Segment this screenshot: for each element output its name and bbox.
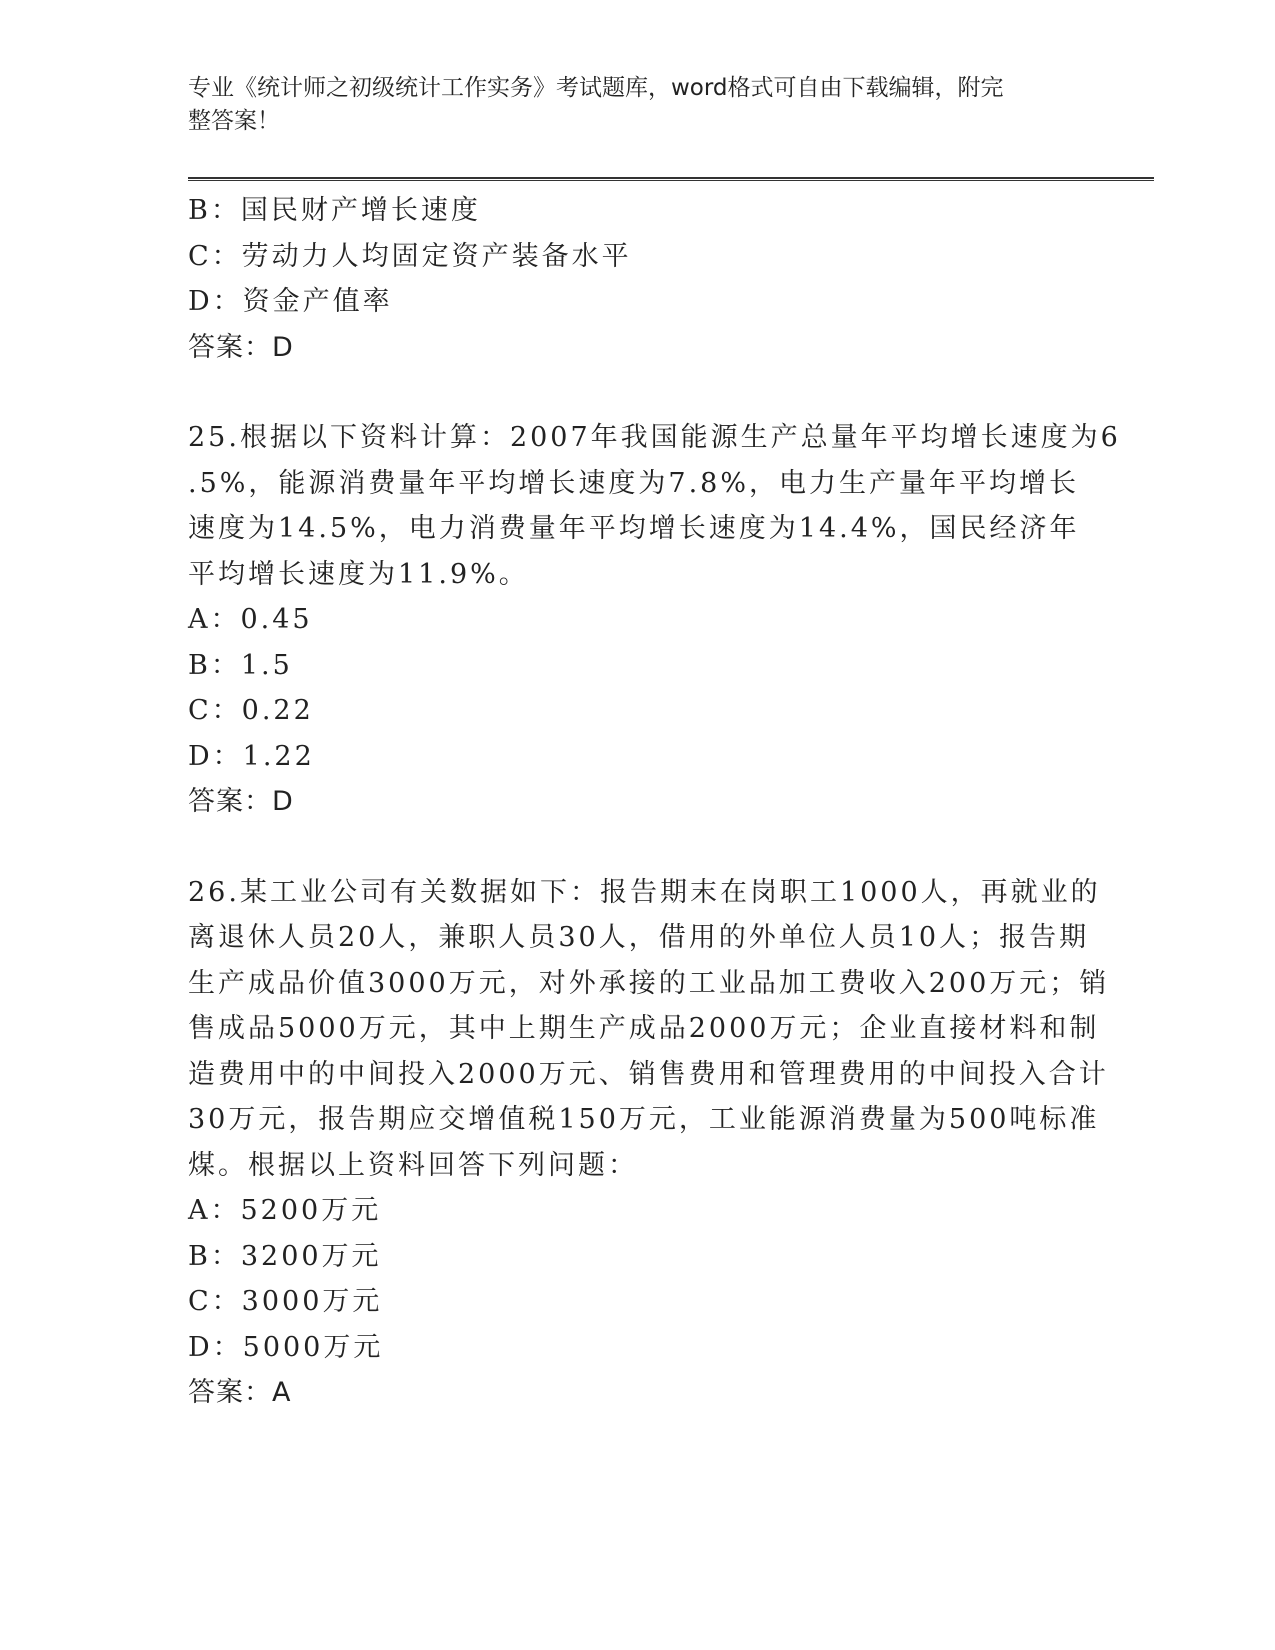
question-25: [188, 415, 1121, 825]
option-b: B：国民财产增长速度: [188, 195, 481, 226]
option-a: A：5200万元: [188, 1195, 382, 1226]
question-text-line: .5%，能源消费量年平均增长速度为7.8%，电力生产量年平均增长: [188, 467, 1080, 499]
header-line-2: 整答案！: [188, 108, 280, 134]
document-body: [188, 188, 1121, 1416]
answer: 答案：D: [188, 331, 294, 363]
question-26: [188, 870, 1110, 1416]
question-text-line: 速度为14.5%，电力消费量年平均增长速度为14.4%，国民经济年: [188, 513, 1080, 544]
question-text-line: 26.某工业公司有关数据如下：报告期末在岗职工1000人，再就业的: [188, 876, 1101, 908]
option-c: C：0.22: [188, 695, 314, 726]
question-text-line: 离退休人员20人，兼职人员30人，借用的外单位人员10人；报告期: [188, 922, 1090, 953]
answer: 答案：D: [188, 786, 294, 817]
option-c: C：3000万元: [188, 1286, 383, 1317]
option-d: D：1.22: [188, 740, 315, 772]
prev-question-block: [188, 188, 1088, 370]
option-c: C：劳动力人均固定资产装备水平: [188, 240, 632, 272]
question-text-line: 25.根据以下资料计算：2007年我国能源生产总量年平均增长速度为6: [188, 422, 1121, 453]
option-b: B：1.5: [188, 649, 293, 681]
header-divider: [188, 177, 1154, 181]
page-header: [188, 72, 1078, 138]
header-line-1: 专业《统计师之初级统计工作实务》考试题库，word格式可自由下载编辑，附完: [188, 75, 1004, 101]
question-text-line: 30万元，报告期应交增值税150万元，工业能源消费量为500吨标准: [188, 1104, 1100, 1135]
option-d: D：资金产值率: [188, 286, 393, 317]
option-b: B：3200万元: [188, 1240, 382, 1272]
question-text-line: 造费用中的中间投入2000万元、销售费用和管理费用的中间投入合计: [188, 1058, 1109, 1090]
option-a: A：0.45: [188, 604, 313, 635]
question-text-line: 生产成品价值3000万元，对外承接的工业品加工费收入200万元；销: [188, 967, 1110, 999]
question-text-line: 煤。根据以上资料回答下列问题：: [188, 1149, 638, 1181]
question-text-line: 平均增长速度为11.9%。: [188, 558, 529, 590]
option-d: D：5000万元: [188, 1331, 384, 1363]
question-text-line: 售成品5000万元，其中上期生产成品2000万元；企业直接材料和制: [188, 1013, 1100, 1044]
answer: 答案：A: [188, 1377, 292, 1408]
